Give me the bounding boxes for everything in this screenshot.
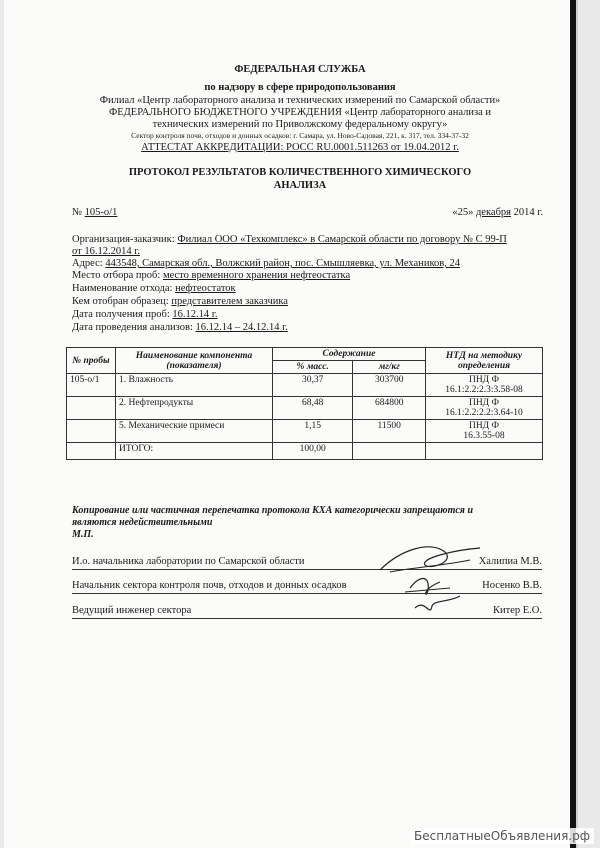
col-header-mgkg: мг/кг xyxy=(353,361,426,374)
address-field: Адрес: 443548, Самарская обл., Волжский район, пос. Смышляевка, ул. Механиков, 24 xyxy=(72,258,460,269)
col-header-num: № пробы xyxy=(67,348,116,374)
cell-name: 2. Нефтепродукты xyxy=(116,397,273,420)
watermark: БесплатныеОбъявления.рф xyxy=(410,828,594,844)
signature-name: Носенко В.В. xyxy=(482,580,542,591)
taken-field: Кем отобран образец: представителем заказчика xyxy=(72,296,288,307)
cell-ntd: ПНД Ф 16.3.55-08 xyxy=(426,420,543,443)
title-line1: ПРОТОКОЛ РЕЗУЛЬТАТОВ КОЛИЧЕСТВЕННОГО ХИМИЧЕСКОГО xyxy=(128,167,472,178)
table-header-row xyxy=(67,348,543,361)
handwritten-signatures xyxy=(370,530,500,630)
cell-mass: 30,37 xyxy=(273,374,353,397)
copy-note-line1: Копирование или частичная перепечатка протокола КХА категорически запрещаются и xyxy=(72,505,474,516)
col-header-name: Наименование компонента (показателя) xyxy=(116,348,273,374)
stamp-place: М.П. xyxy=(72,529,94,540)
accreditation: АТТЕСТАТ АККРЕДИТАЦИИ: РОСС RU.0001.511263 от 19.04.2012 г. xyxy=(141,142,459,153)
header-line3: Филиал «Центр лабораторного анализа и технических измерений по Самарской области» xyxy=(99,95,501,106)
cell-mass: 1,15 xyxy=(273,420,353,443)
protocol-date: «25» декабря 2014 г. xyxy=(452,207,543,218)
cell-name: 5. Механические примеси xyxy=(116,420,273,443)
total-value: 100,00 xyxy=(273,443,353,460)
col-header-ntd: НТД на методику определения xyxy=(426,348,543,374)
protocol-number: № 105-о/1 xyxy=(72,207,118,218)
signature-name: Халипиа М.В. xyxy=(478,556,542,567)
signature-role: Начальник сектора контроля почв, отходов и донных осадков xyxy=(72,580,347,591)
results-table xyxy=(66,347,543,460)
total-label: ИТОГО: xyxy=(116,443,273,460)
customer-field-cont: от 16.12.2014 г. xyxy=(72,246,140,257)
cell-empty xyxy=(426,443,543,460)
table-row xyxy=(67,420,543,443)
cell-num xyxy=(67,443,116,460)
header-line2: по надзору в сфере природопользования xyxy=(204,82,396,93)
cell-ntd: ПНД Ф 16.1:2.2:2.2:3.64-10 xyxy=(426,397,543,420)
signature-role: И.о. начальника лаборатории по Самарской области xyxy=(72,556,305,567)
header-line6: Сектор контроля почв, отходов и донных осадков: г. Самара, ул. Ново-Садовая, 221, к. 317, тел. 334-37-32 xyxy=(131,131,469,140)
cell-empty xyxy=(353,443,426,460)
header-line1: ФЕДЕРАЛЬНАЯ СЛУЖБА xyxy=(234,64,366,75)
cell-name: 1. Влажность xyxy=(116,374,273,397)
copy-note-line2: являются недействительными xyxy=(72,517,213,528)
table-row xyxy=(67,397,543,420)
received-field: Дата получения проб: 16.12.14 г. xyxy=(72,309,218,320)
title-line2: АНАЛИЗА xyxy=(273,180,327,191)
header-line5: технических измерений по Приволжскому федеральному округу» xyxy=(152,119,448,130)
table-row xyxy=(67,374,543,397)
col-header-content: Содержание xyxy=(273,348,426,361)
waste-field: Наименование отхода: нефтеостаток xyxy=(72,283,236,294)
signature-role: Ведущий инженер сектора xyxy=(72,605,192,616)
cell-num xyxy=(67,397,116,420)
table-total-row xyxy=(67,443,543,460)
customer-field: Организация-заказчик: Филиал ООО «Техкомплекс» в Самарской области по договору № С 99-П xyxy=(72,234,507,245)
cell-num: 105-о/1 xyxy=(67,374,116,397)
cell-mass: 68,48 xyxy=(273,397,353,420)
cell-ntd: ПНД Ф 16.1:2.2:2.3:3.58-08 xyxy=(426,374,543,397)
place-field: Место отбора проб: место временного хранения нефтеостатка xyxy=(72,270,351,281)
col-header-mass: % масс. xyxy=(273,361,353,374)
cell-mgkg: 11500 xyxy=(353,420,426,443)
header-line4: ФЕДЕРАЛЬНОГО БЮДЖЕТНОГО УЧРЕЖДЕНИЯ «Центр лабораторного анализа и xyxy=(108,107,492,118)
cell-num xyxy=(67,420,116,443)
cell-mgkg: 684800 xyxy=(353,397,426,420)
cell-mgkg: 303700 xyxy=(353,374,426,397)
signature-name: Китер Е.О. xyxy=(493,605,542,616)
analysis-field: Дата проведения анализов: 16.12.14 – 24.12.14 г. xyxy=(72,322,288,333)
